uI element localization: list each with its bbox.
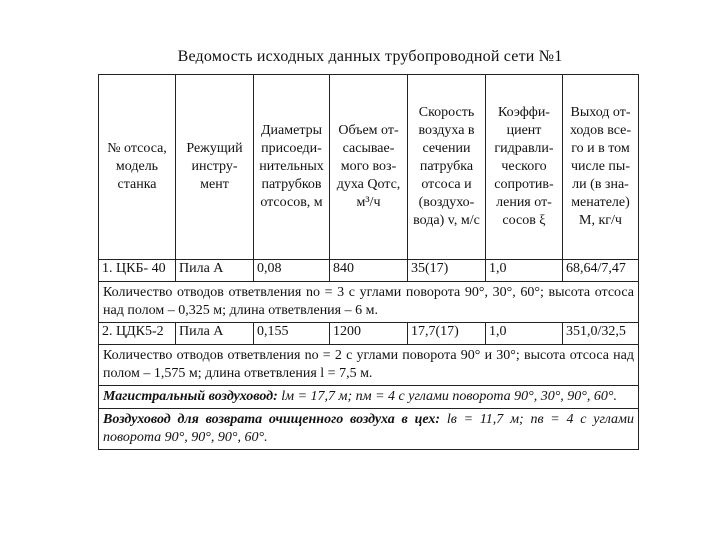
column-header-coefficient: Коэффи-циент гидравли-ческого сопротив-ления от-сосов ξ (486, 75, 563, 260)
column-header-tool: Режущий инстру-мент (176, 75, 254, 260)
return-duct-row (99, 409, 639, 450)
return-duct-label: Воздуховод для возврата очищенного воздуха в цех: (103, 412, 441, 427)
branch-note: Количество отводов ответвления nо = 2 с углами поворота 90° и 30°; высота отсоса над полом – 1,575 м; длина ответвления l = 7,5 м. (99, 345, 639, 386)
branch-note: Количество отводов ответвления nо = 3 с углами поворота 90°, 30°, 60°; высота отсоса над полом – 0,325 м; длина ответвления – 6 м. (99, 282, 639, 323)
table-cell: 1,0 (486, 323, 563, 345)
main-duct-note (99, 386, 639, 409)
table-cell: 35(17) (408, 260, 486, 282)
document-title: Ведомость исходных данных трубопроводной сети №1 (177, 48, 563, 65)
column-header-air-volume: Объем от-сасывае-мого воз-духа Qотс, м³/ч (330, 75, 408, 260)
table-cell: 1,0 (486, 260, 563, 282)
table-cell: Пила А (176, 260, 254, 282)
table-cell: 840 (330, 260, 408, 282)
table-cell: 0,08 (254, 260, 330, 282)
column-header-suction: № отсоса, модель станка (99, 75, 176, 260)
table-cell: 17,7(17) (408, 323, 486, 345)
table-cell: Пила А (176, 323, 254, 345)
table-cell: 351,0/32,5 (563, 323, 639, 345)
return-duct-text: lв = 11,7 м; nв = 4 с углами поворота 90°, 90°, 90°, 60°. (103, 412, 634, 445)
column-header-diameter: Диаметры присоеди-нительных патрубков отсосов, м (254, 75, 330, 260)
table-note-row (99, 345, 639, 386)
table-note-row (99, 282, 639, 323)
table-cell: 1200 (330, 323, 408, 345)
return-duct-note (99, 409, 639, 450)
main-duct-row (99, 386, 639, 409)
main-duct-label: Магистральный воздуховод: (103, 389, 278, 404)
table-cell: 2. ЦДК5-2 (99, 323, 176, 345)
column-header-waste-output: Выход от-ходов все-го и в том числе пы-ли (в зна-менателе) М, кг/ч (563, 75, 639, 260)
main-duct-text: lм = 17,7 м; nм = 4 с углами поворота 90°, 30°, 90°, 60°. (277, 389, 617, 404)
source-data-table (98, 74, 639, 450)
table-row (99, 260, 639, 282)
column-header-air-speed: Скорость воздуха в сечении патрубка отсоса и (воздухо-вода) v, м/с (408, 75, 486, 260)
table-cell: 68,64/7,47 (563, 260, 639, 282)
table-cell: 1. ЦКБ- 40 (99, 260, 176, 282)
table-header-row (99, 75, 639, 260)
table-cell: 0,155 (254, 323, 330, 345)
table-row (99, 323, 639, 345)
